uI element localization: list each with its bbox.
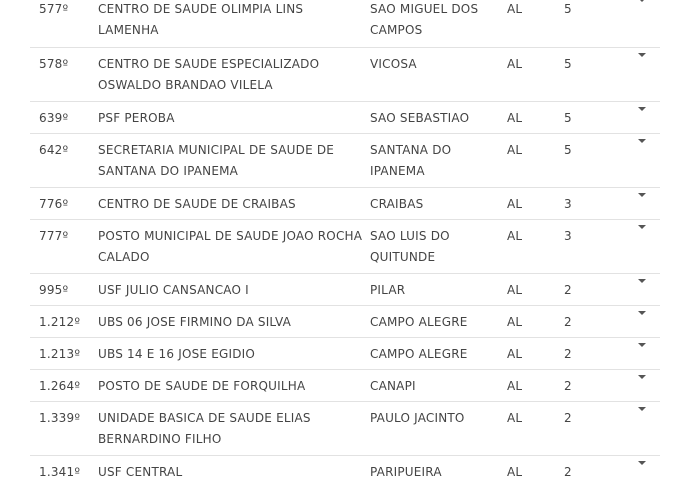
score-cell: 2: [564, 411, 572, 425]
expand-row-button[interactable]: [635, 456, 649, 470]
expand-row-button[interactable]: [635, 338, 649, 352]
city-cell: PAULO JACINTO: [370, 411, 465, 425]
table-row[interactable]: [30, 48, 660, 102]
establishment-name-cell: CENTRO DE SAUDE OLIMPIA LINS LAMENHA: [98, 2, 304, 37]
table-row[interactable]: [30, 134, 660, 188]
expand-row-button[interactable]: [635, 274, 649, 288]
score-cell: 2: [564, 465, 572, 479]
rank-cell: 577º: [39, 2, 69, 16]
expand-row-button[interactable]: [635, 134, 649, 148]
caret-down-icon: [635, 134, 649, 148]
establishment-name-cell: UBS 14 E 16 JOSE EGIDIO: [98, 347, 256, 361]
establishment-name-cell: POSTO DE SAUDE DE FORQUILHA: [98, 379, 306, 393]
expand-row-button[interactable]: [635, 48, 649, 62]
expand-row-button[interactable]: [635, 220, 649, 234]
state-cell: AL: [507, 411, 523, 425]
table-row[interactable]: [30, 188, 660, 220]
table-row[interactable]: [30, 220, 660, 274]
caret-down-icon: [635, 102, 649, 116]
caret-down-icon: [635, 370, 649, 384]
state-cell: AL: [507, 465, 523, 479]
ranking-table: [30, 0, 660, 488]
table-row[interactable]: [30, 0, 660, 48]
rank-cell: 1.339º: [39, 411, 81, 425]
table-row[interactable]: [30, 274, 660, 306]
establishment-name-cell: CENTRO DE SAUDE ESPECIALIZADO OSWALDO BRANDAO VILELA: [98, 57, 320, 92]
caret-down-icon: [635, 274, 649, 288]
state-cell: AL: [507, 347, 523, 361]
score-cell: 5: [564, 111, 572, 125]
score-cell: 5: [564, 2, 572, 16]
score-cell: 2: [564, 283, 572, 297]
establishment-name-cell: SECRETARIA MUNICIPAL DE SAUDE DE SANTANA DO IPANEMA: [98, 143, 335, 178]
expand-row-button[interactable]: [635, 370, 649, 384]
expand-row-button[interactable]: [635, 102, 649, 116]
score-cell: 2: [564, 347, 572, 361]
rank-cell: 578º: [39, 57, 69, 71]
city-cell: VICOSA: [370, 57, 417, 71]
rank-cell: 639º: [39, 111, 69, 125]
score-cell: 3: [564, 229, 572, 243]
state-cell: AL: [507, 57, 523, 71]
caret-down-icon: [635, 338, 649, 352]
city-cell: CRAIBAS: [370, 197, 424, 211]
table-row[interactable]: [30, 402, 660, 456]
state-cell: AL: [507, 283, 523, 297]
table-row[interactable]: [30, 370, 660, 402]
table-row[interactable]: [30, 306, 660, 338]
score-cell: 2: [564, 315, 572, 329]
city-cell: SAO LUIS DO QUITUNDE: [370, 229, 450, 264]
state-cell: AL: [507, 2, 523, 16]
caret-down-icon: [635, 402, 649, 416]
score-cell: 3: [564, 197, 572, 211]
establishment-name-cell: UNIDADE BASICA DE SAUDE ELIAS BERNARDINO FILHO: [98, 411, 311, 446]
city-cell: SANTANA DO IPANEMA: [370, 143, 452, 178]
score-cell: 2: [564, 379, 572, 393]
caret-down-icon: [635, 188, 649, 202]
state-cell: AL: [507, 197, 523, 211]
rank-cell: 1.264º: [39, 379, 81, 393]
establishment-name-cell: CENTRO DE SAUDE DE CRAIBAS: [98, 197, 296, 211]
city-cell: PARIPUEIRA: [370, 465, 442, 479]
rank-cell: 1.212º: [39, 315, 81, 329]
table-row[interactable]: [30, 338, 660, 370]
establishment-name-cell: USF JULIO CANSANCAO I: [98, 283, 249, 297]
caret-down-icon: [635, 306, 649, 320]
city-cell: SAO MIGUEL DOS CAMPOS: [370, 2, 479, 37]
establishment-name-cell: POSTO MUNICIPAL DE SAUDE JOAO ROCHA CALADO: [98, 229, 363, 264]
rank-cell: 995º: [39, 283, 69, 297]
city-cell: CAMPO ALEGRE: [370, 315, 468, 329]
score-cell: 5: [564, 57, 572, 71]
expand-row-button[interactable]: [635, 306, 649, 320]
state-cell: AL: [507, 229, 523, 243]
establishment-name-cell: UBS 06 JOSE FIRMINO DA SILVA: [98, 315, 292, 329]
rank-cell: 777º: [39, 229, 69, 243]
city-cell: CANAPI: [370, 379, 416, 393]
caret-down-icon: [635, 220, 649, 234]
caret-down-icon: [635, 456, 649, 470]
state-cell: AL: [507, 111, 523, 125]
city-cell: CAMPO ALEGRE: [370, 347, 468, 361]
rank-cell: 1.341º: [39, 465, 81, 479]
caret-down-icon: [635, 0, 649, 7]
table-row[interactable]: [30, 456, 660, 488]
rank-cell: 776º: [39, 197, 69, 211]
expand-row-button[interactable]: [635, 402, 649, 416]
table-row[interactable]: [30, 102, 660, 134]
score-cell: 5: [564, 143, 572, 157]
establishment-name-cell: PSF PEROBA: [98, 111, 175, 125]
city-cell: PILAR: [370, 283, 406, 297]
rank-cell: 642º: [39, 143, 69, 157]
state-cell: AL: [507, 143, 523, 157]
establishment-name-cell: USF CENTRAL: [98, 465, 183, 479]
rank-cell: 1.213º: [39, 347, 81, 361]
state-cell: AL: [507, 315, 523, 329]
caret-down-icon: [635, 48, 649, 62]
expand-row-button[interactable]: [635, 0, 649, 7]
state-cell: AL: [507, 379, 523, 393]
expand-row-button[interactable]: [635, 188, 649, 202]
city-cell: SAO SEBASTIAO: [370, 111, 470, 125]
